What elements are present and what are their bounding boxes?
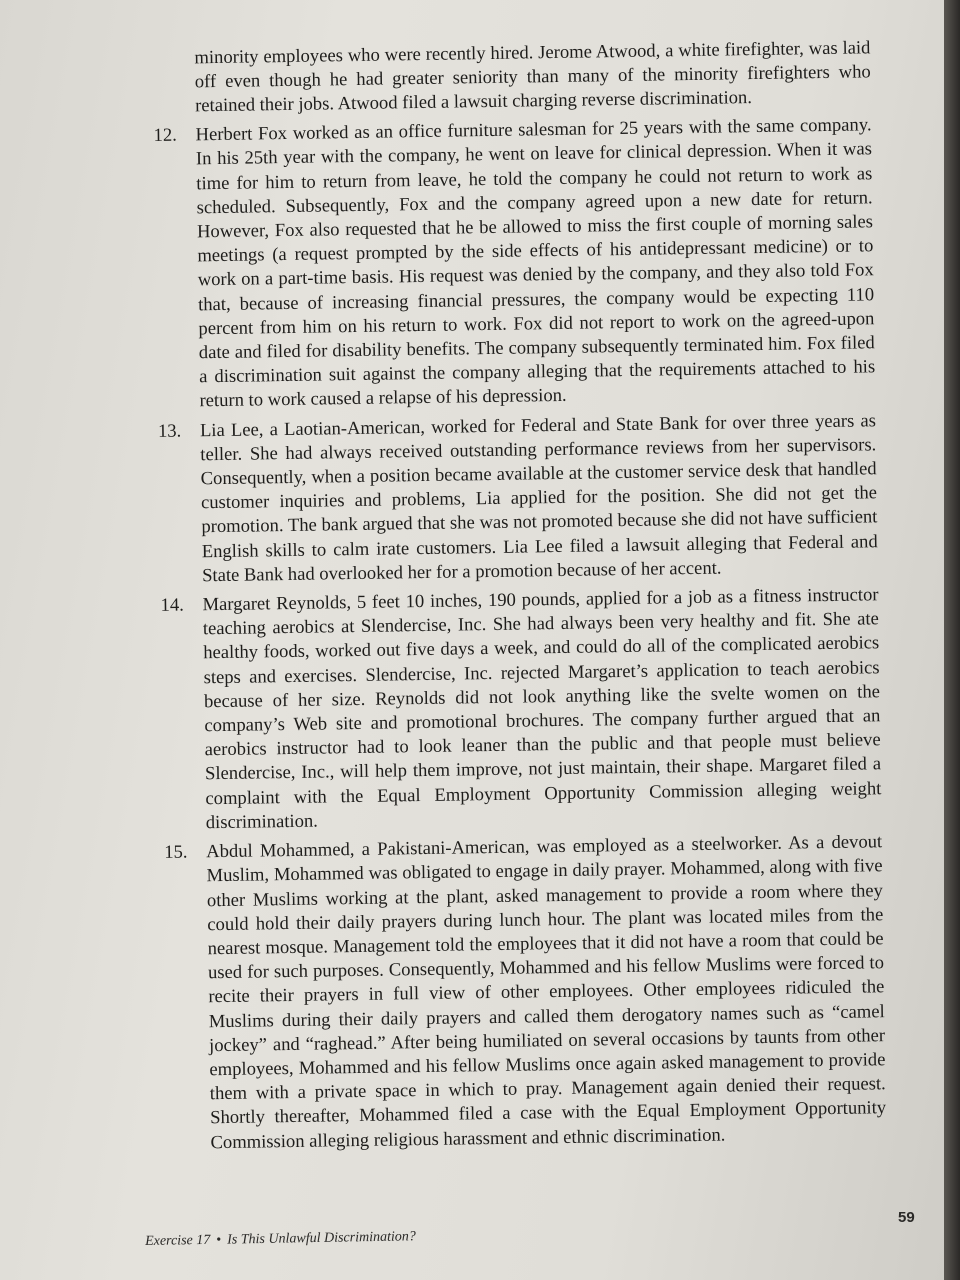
list-item-14	[158, 583, 882, 836]
item-number: 13.	[157, 420, 182, 442]
item-text: Herbert Fox worked as an office furniture salesman for 25 years with the same company. In his 25th year with the company, he went on leave for clinical depression. When it was time for him to return from leave, he told the company he could not return to work as scheduled. Subsequently, Fox and the company agreed upon a new date for return. However, Fox also requested that he be allowed to miss the first couple of morning sales meetings (a request prompted by the side effects of his antidepressant medicine) or to work on a part-time basis. His request was denied by the company, and they also told Fox that, because of increasing financial pressures, the company would be expecting 110 percent from him on his return to work. Fox did not report to work on the agreed-upon date and filed for disability benefits. The company subsequently terminated him. Fox filed a discrimination suit against the company alleging that the requirements attached to his return to work caused a relapse of his depression.	[195, 114, 876, 412]
page-body	[150, 17, 887, 1160]
list-item-12	[151, 114, 875, 415]
item-text: Lia Lee, a Laotian-American, worked for Federal and State Bank for over three years as teller. She had always received outstanding performance reviews from her supervisors. Consequently, when a position became available at the customer service desk that handled customer inquiries and problems, Lia applied for the position. She did not get the promotion. The bank argued that she was not promoted because she did not have sufficient English skills to calm irate customers. Lia Lee filed a lawsuit alleging that Federal and State Bank had overlooked her for a promotion because of her accent.	[199, 409, 878, 587]
item-text: Abdul Mohammed, a Pakistani-American, was employed as a steelworker. As a devout Muslim, Mohammed was obligated to engage in daily prayer. Mohammed, along with five other Muslims working at the plant, asked management to provide a room where they could hold their daily prayers during lunch hour. The plant was located miles from the nearest mosque. Management told the employees that it did not have a room that could be used for such purposes. Consequently, Mohammed and his fellow Muslims were forced to recite their prayers in full view of other employees. Other employees ridiculed the Muslims during their daily prayers and called them derogatory names such as “camel jockey” and “raghead.” After being humiliated on several occasions by taunts from other employees, Mohammed and his fellow Muslims once again asked management to provide them with a private space in which to pray. Management again denied their request. Shortly thereafter, Mohammed filed a case with the Equal Employment Opportunity Commission alleging religious harassment and ethnic discrimination.	[206, 831, 887, 1153]
item-number: 12.	[153, 124, 178, 147]
list-item-13	[156, 409, 878, 589]
running-footer	[145, 1229, 416, 1250]
item-number: 14.	[160, 594, 184, 616]
item-number: 15.	[164, 841, 188, 863]
carryover-paragraph: minority employees who were recently hired. Jerome Atwood, a white firefighter, was laid off even though he had greater seniority than many of the minority firefighters who retained their jobs. Atwood filed a lawsuit charging reverse discrimination.	[194, 36, 871, 117]
list-item-15	[162, 830, 887, 1155]
footer-separator: •	[216, 1232, 222, 1248]
page-number: 59	[898, 1209, 915, 1226]
item-text: Margaret Reynolds, 5 feet 10 inches, 190 pounds, applied for a job as a fitness instructor teaching aerobics at Slendercise, Inc. She had always been very healthy and fit. She ate healthy foods, worked out five days a week, and could do all of the complicated aerobics steps and exercises. Slendercise, Inc. rejected Margaret’s application to teach aerobics because of her size. Reynolds did not look anything like the svelte women on the company’s Web site and promotional brochures. The company further argued that an aerobics instructor had to look leaner than the public and that people must believe Slendercise, Inc., will help them improve, not just maintain, their shape. Margaret filed a complaint with the Equal Employment Opportunity Commission alleging weight discrimination.	[202, 584, 882, 834]
page-edge-shadow	[944, 0, 960, 1280]
exercise-label: Exercise 17	[145, 1232, 211, 1249]
chapter-title: Is This Unlawful Discrimination?	[227, 1229, 416, 1248]
